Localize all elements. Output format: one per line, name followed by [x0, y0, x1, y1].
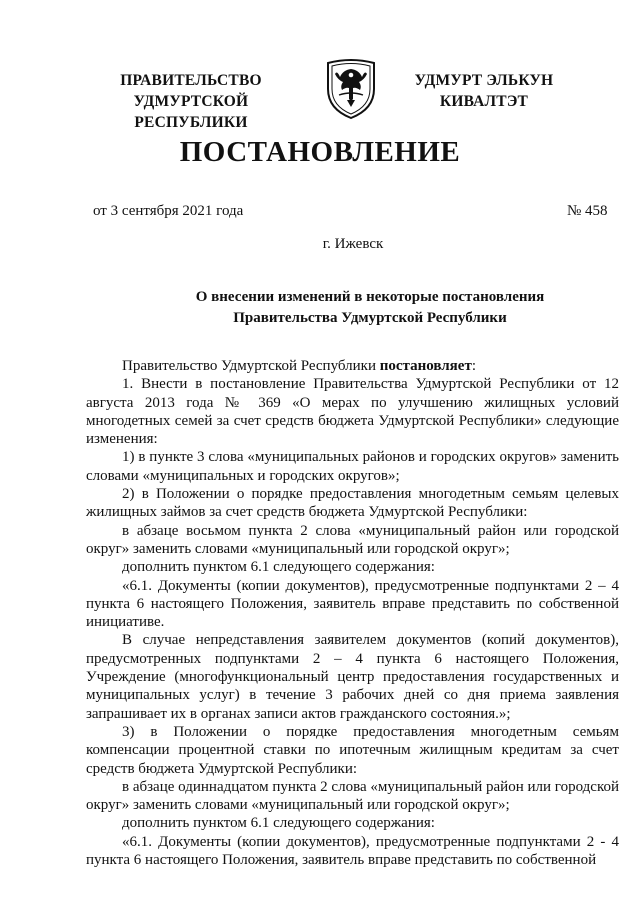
- paragraph-5: дополнить пунктом 6.1 следующего содержания:: [122, 559, 435, 576]
- paragraph-3: 2) в Положении о порядке предоставления многодетным семьям целевых жилищных займов за счет средств бюджета Удмуртской Республики:: [86, 486, 619, 521]
- document-body: [86, 357, 619, 869]
- intro-bold-word: постановляет: [379, 358, 472, 374]
- paragraph-4: в абзаце восьмом пункта 2 слова «муниципальный район или городской округ» заменить словами «муниципальный или городской округ»;: [86, 522, 619, 557]
- paragraph-11: «6.1. Документы (копии документов), предусмотренные подпунктами 2 - 4 пункта 6 настоящего Положения, заявитель вправе представить по собственной: [86, 833, 619, 869]
- government-name-udmurt: [398, 70, 570, 112]
- paragraph-10: дополнить пунктом 6.1 следующего содержания:: [122, 815, 435, 832]
- government-name-udmurt-line1: УДМУРТ ЭЛЬКУН: [414, 72, 554, 89]
- document-subject: [100, 287, 640, 329]
- intro-colon: :: [471, 358, 476, 374]
- document-date: от 3 сентября 2021 года: [93, 203, 244, 219]
- government-name-russian: [78, 70, 304, 133]
- paragraph-1: 1. Внести в постановление Правительства Удмуртской Республики от 12 августа 2013 года № 369 «О мерах по улучшению жилищных условий многодетных семей за счет средств бюджета Удмуртской Республики» следующие изменения:: [86, 376, 619, 448]
- paragraph-7: В случае непредставления заявителем документов (копий документов), предусмотренных подпунктами 2 – 4 пункта 6 настоящего Положения, Учреждение (многофункциональный центр предоставления государственных и муниципальных услуг) в течение 3 рабочих дней со дня приема заявления запрашивает их в органах записи актов гражданского состояния.»;: [86, 632, 619, 722]
- paragraph-2: 1) в пункте 3 слова «муниципальных районов и городских округов» заменить словами «муниципальных и городских округов»;: [86, 449, 619, 484]
- document-subject-line1: О внесении изменений в некоторые постановления: [195, 289, 545, 305]
- document-city: г. Ижевск: [322, 236, 384, 252]
- government-name-udmurt-line2: КИВАЛТЭТ: [439, 93, 529, 110]
- document-number: № 458: [567, 203, 608, 219]
- government-name-line1: ПРАВИТЕЛЬСТВО: [120, 72, 262, 89]
- intro-paragraph: [86, 357, 619, 375]
- government-name-line2: УДМУРТСКОЙ РЕСПУБЛИКИ: [133, 93, 249, 131]
- paragraph-6: «6.1. Документы (копии документов), предусмотренные подпунктами 2 – 4 пункта 6 настоящего Положения, заявитель вправе представить по собственной инициативе.: [86, 577, 619, 631]
- intro-text: Правительство Удмуртской Республики: [122, 358, 380, 374]
- document-subject-line2: Правительства Удмуртской Республики: [233, 310, 507, 326]
- document-title: ПОСТАНОВЛЕНИЕ: [179, 136, 461, 168]
- paragraph-8: 3) в Положении о порядке предоставления многодетным семьям компенсации процентной ставки по ипотечным жилищным кредитам за счет средств бюджета Удмуртской Республики:: [86, 723, 619, 777]
- paragraph-9: в абзаце одиннадцатом пункта 2 слова «муниципальный район или городской округ» заменить словами «муниципальный или городской округ»;: [86, 778, 619, 814]
- udmurt-coat-of-arms-icon: [325, 55, 377, 121]
